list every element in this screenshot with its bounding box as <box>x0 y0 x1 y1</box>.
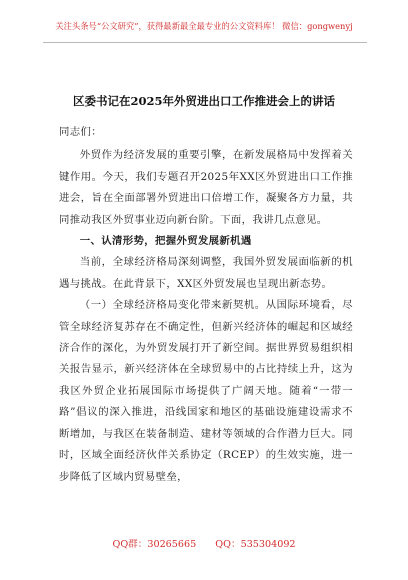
paragraph-intro: 外贸作为经济发展的重要引擎，在新发展格局中发挥着关键作用。今天，我们专题召开2025年XX区外贸进出口工作推进会，旨在全面部署外贸进出口倍增工作，凝聚各方力量，共同推动我区外贸事业迈向新台阶。下面，我讲几点意见。 <box>59 149 353 226</box>
footer-qq-group: QQ群：30265665 <box>112 539 197 550</box>
paragraph-context: 当前，全球经济格局深刻调整，我国外贸发展面临新的机遇与挑战。在此背景下，XX区外贸发展也呈现出新态势。 <box>59 256 353 290</box>
footer-qq-number: QQ：535304092 <box>215 539 296 550</box>
header-banner: 关注头条号“公文研究”，获得最新最全最专业的公文资料库！ 微信：gongwenyj <box>55 21 353 31</box>
salutation: 同志们： <box>59 126 102 138</box>
document-title: 区委书记在2025年外贸进出口工作推进会上的讲话 <box>72 94 335 108</box>
paragraph-subsection-1: （一）全球经济格局变化带来新契机。从国际环境看，尽管全球经济复苏存在不确定性，但新兴经济体的崛起和区域经济合作的深化，为外贸发展打开了新空间。据世界贸易组织相关报告显示，新兴经济体在全球贸易中的占比持续上升，这为我区外贸企业拓展国际市场提供了广阔天地。随着“一带一路”倡议的深入推进，沿线国家和地区的基础设施建设需求不断增加，与我区在装备制造、建材等领域的合作潜力巨大。同时，区域全面经济伙伴关系协定（RCEP）的生效实施，进一步降低了区域内贸易壁垒， <box>59 299 353 483</box>
header-divider <box>43 42 367 43</box>
section-heading-1: 一、认清形势，把握外贸发展新机遇 <box>79 235 252 248</box>
document-body <box>59 122 353 488</box>
footer-contact <box>20 536 388 550</box>
